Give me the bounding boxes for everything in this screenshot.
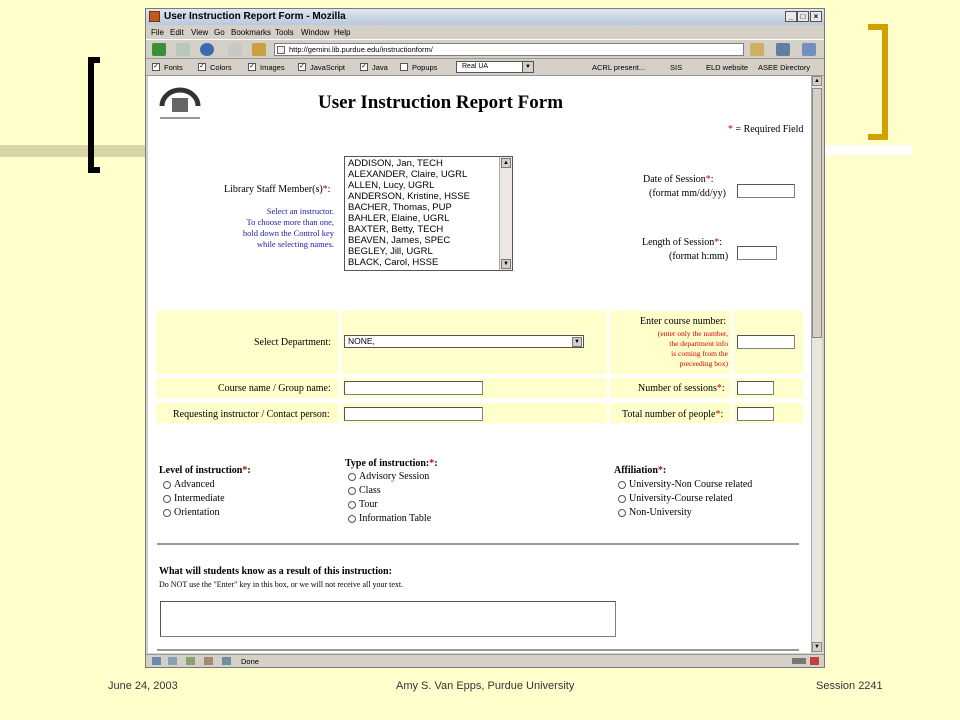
scroll-down-icon[interactable]: ▼ (501, 259, 511, 269)
department-select[interactable] (344, 335, 584, 348)
menu-window[interactable]: Window (301, 28, 330, 37)
stop-icon[interactable] (228, 43, 242, 56)
purdue-libraries-logo (158, 86, 202, 122)
window-title: User Instruction Report Form - Mozilla (164, 11, 346, 22)
type-class-label: Class (359, 485, 381, 496)
list-item[interactable]: BAXTER, Betty, TECH (348, 224, 444, 235)
staff-help-line2: To choose more than one, (246, 217, 334, 227)
forward-icon[interactable] (176, 43, 190, 56)
level-intermediate-label: Intermediate (174, 493, 225, 504)
browser-window (145, 8, 825, 668)
title-bar (146, 9, 824, 25)
list-item[interactable]: BEAVEN, James, SPEC (348, 235, 451, 246)
dept-label: Select Department: (254, 337, 331, 348)
images-checkbox[interactable]: ✓ (249, 63, 255, 70)
department-value: NONE, (348, 336, 375, 346)
bookmark-eld[interactable]: ELD website (706, 63, 749, 72)
popups-label: Popups (412, 63, 438, 72)
required-field-note: * = Required Field (728, 124, 804, 135)
staff-help-line4: while selecting names. (256, 239, 334, 249)
divider (157, 649, 799, 651)
navigator-icon[interactable] (152, 657, 161, 665)
footer-session: Session 2241 (816, 680, 883, 692)
composer-icon[interactable] (186, 657, 195, 665)
scroll-thumb[interactable] (812, 88, 822, 338)
throbber-icon (802, 43, 816, 56)
list-item[interactable]: ANDERSON, Kristine, HSSE (348, 191, 470, 202)
date-input[interactable] (737, 184, 795, 198)
reload-icon[interactable] (200, 43, 214, 56)
decor-bar-right (825, 145, 912, 155)
list-item[interactable]: BACHER, Thomas, PUP (348, 202, 452, 213)
staff-label: Library Staff Member(s)*: (224, 184, 331, 195)
user-agent-value: Real UA (462, 63, 489, 70)
staff-listbox[interactable] (344, 156, 513, 271)
bookmark-acrl[interactable]: ACRL present... (592, 63, 646, 72)
level-advanced-label: Advanced (174, 479, 215, 490)
length-format: (format h:mm) (669, 251, 729, 262)
search-icon[interactable] (750, 43, 764, 56)
menu-go[interactable]: Go (214, 28, 225, 37)
maximize-icon[interactable]: □ (797, 11, 809, 22)
course-name-input[interactable] (344, 381, 483, 395)
javascript-label: JavaScript (310, 63, 346, 72)
mozilla-icon (149, 11, 160, 22)
contact-input[interactable] (344, 407, 483, 421)
menu-edit[interactable]: Edit (170, 28, 184, 37)
type-tour-radio[interactable] (348, 501, 356, 509)
type-advisory-label: Advisory Session (359, 471, 430, 482)
bookmark-sis[interactable]: SIS (670, 63, 683, 72)
popups-checkbox[interactable] (400, 63, 408, 71)
chevron-down-icon: ▼ (572, 337, 582, 347)
affil-course-label: University-Course related (629, 493, 733, 504)
print-icon[interactable] (776, 43, 790, 56)
prefbar-toolbar (146, 59, 824, 76)
decor-bracket-left (88, 57, 100, 173)
minimize-icon[interactable]: _ (785, 11, 797, 22)
connection-icon (792, 658, 806, 664)
affil-nonuniv-label: Non-University (629, 507, 692, 518)
java-label: Java (372, 63, 388, 72)
affiliation-label: Affiliation*: (614, 465, 667, 476)
page-content (148, 76, 811, 653)
user-agent-select[interactable] (456, 61, 534, 73)
people-input[interactable] (737, 407, 774, 421)
bookmark-asee[interactable]: ASEE Directory (758, 63, 811, 72)
fonts-checkbox[interactable]: ✓ (153, 63, 159, 70)
outcome-note: Do NOT use the "Enter" key in this box, or we will not receive all your text. (159, 580, 404, 589)
menu-tools[interactable]: Tools (275, 28, 294, 37)
affil-course-radio[interactable] (618, 495, 626, 503)
url-text: http://gemini.lib.purdue.edu/instructionform/ (289, 45, 433, 54)
menu-help[interactable]: Help (334, 28, 351, 37)
course-num-label: Enter course number: (640, 316, 727, 327)
form-title: User Instruction Report Form (318, 92, 564, 113)
url-field[interactable] (274, 43, 744, 56)
divider (157, 543, 799, 545)
type-info-table-radio[interactable] (348, 515, 356, 523)
type-advisory-radio[interactable] (348, 473, 356, 481)
date-format: (format mm/dd/yy) (649, 188, 726, 199)
java-checkbox[interactable]: ✓ (361, 63, 367, 70)
type-tour-label: Tour (359, 499, 378, 510)
colors-label: Colors (210, 63, 232, 72)
navigation-toolbar (146, 39, 824, 59)
close-icon[interactable]: × (810, 11, 822, 22)
type-class-radio[interactable] (348, 487, 356, 495)
course-number-input[interactable] (737, 335, 795, 349)
status-text: Done (241, 657, 259, 666)
sessions-input[interactable] (737, 381, 774, 395)
footer-date: June 24, 2003 (108, 680, 178, 692)
address-book-icon[interactable] (222, 657, 231, 665)
contact-label: Requesting instructor / Contact person: (173, 409, 330, 420)
people-label: Total number of people*: (622, 409, 724, 420)
page-scrollbar[interactable] (811, 76, 822, 653)
menu-view[interactable]: View (191, 28, 209, 37)
back-icon[interactable] (152, 43, 166, 56)
decor-bar-left (0, 145, 145, 157)
level-orientation-label: Orientation (174, 507, 220, 518)
home-icon[interactable] (252, 43, 266, 56)
scroll-down-icon[interactable]: ▼ (812, 642, 822, 652)
length-input[interactable] (737, 246, 777, 260)
images-label: Images (260, 63, 285, 72)
status-bar (146, 654, 824, 667)
staff-help-line3: hold down the Control key (242, 228, 334, 238)
menu-bookmarks[interactable]: Bookmarks (231, 28, 272, 37)
listbox-scrollbar[interactable] (499, 157, 512, 270)
level-advanced-radio[interactable] (163, 481, 171, 489)
security-icon[interactable] (810, 657, 819, 665)
affil-nonuniv-radio[interactable] (618, 509, 626, 517)
page-icon (277, 46, 285, 54)
decor-bracket-right (868, 24, 888, 140)
chevron-down-icon: ▼ (522, 62, 533, 72)
footer-author: Amy S. Van Epps, Purdue University (396, 680, 575, 692)
staff-help: Select an instructor. (266, 206, 334, 216)
date-label: Date of Session*: (643, 174, 714, 185)
list-item[interactable]: ALLEN, Lucy, UGRL (348, 180, 435, 191)
affil-noncourse-label: University-Non Course related (629, 479, 753, 490)
list-item[interactable]: BEGLEY, Jill, UGRL (348, 246, 433, 257)
level-label: Level of instruction*: (159, 465, 251, 476)
course-num-help: (enter only the number, the department info is coming from the preceeding box) (657, 329, 728, 368)
menu-file[interactable]: File (151, 28, 164, 37)
fonts-label: Fonts (164, 63, 183, 72)
level-intermediate-radio[interactable] (163, 495, 171, 503)
outcome-textarea[interactable] (160, 601, 616, 637)
mail-icon[interactable] (168, 657, 177, 665)
scroll-up-icon[interactable]: ▲ (812, 76, 822, 86)
course-name-label: Course name / Group name: (218, 383, 331, 394)
list-item[interactable]: ALEXANDER, Claire, UGRL (348, 169, 468, 180)
list-item[interactable]: ADDISON, Jan, TECH (348, 158, 443, 169)
chat-icon[interactable] (204, 657, 213, 665)
list-item[interactable]: BLACK, Carol, HSSE (348, 257, 439, 268)
type-label: Type of instruction:*: (345, 458, 438, 469)
menu-bar (146, 26, 824, 39)
colors-checkbox[interactable]: ✓ (199, 63, 205, 70)
javascript-checkbox[interactable]: ✓ (299, 63, 305, 70)
sessions-label: Number of sessions*: (638, 383, 725, 394)
affil-noncourse-radio[interactable] (618, 481, 626, 489)
scroll-up-icon[interactable]: ▲ (501, 158, 511, 168)
outcome-label: What will students know as a result of this instruction: (159, 566, 392, 577)
type-info-table-label: Information Table (359, 513, 432, 524)
length-label: Length of Session*: (642, 237, 722, 248)
list-item[interactable]: BAHLER, Elaine, UGRL (348, 213, 450, 224)
level-orientation-radio[interactable] (163, 509, 171, 517)
